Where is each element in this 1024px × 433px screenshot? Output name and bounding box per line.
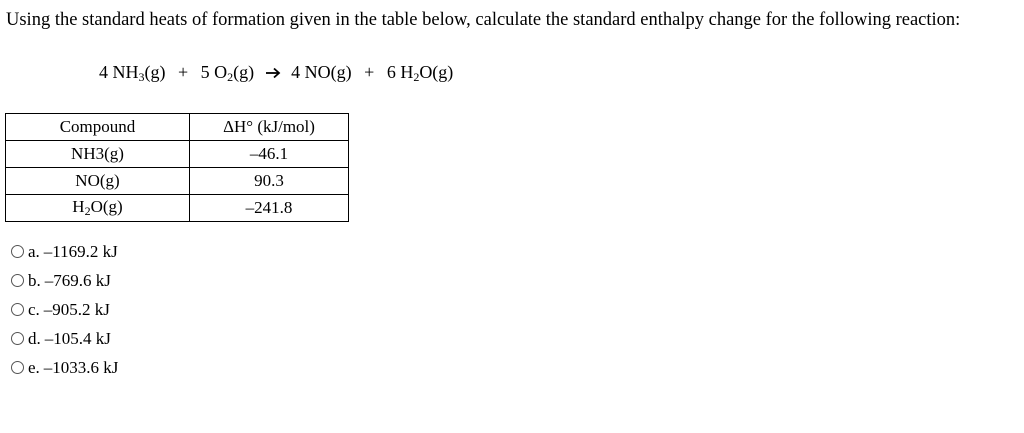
compound-cell: NH3(g): [6, 141, 190, 168]
product-1-coefficient: 4: [291, 62, 301, 82]
option-value: –1033.6 kJ: [43, 357, 119, 377]
option-a[interactable]: [11, 237, 118, 266]
option-letter: e.: [28, 357, 40, 377]
option-e[interactable]: [11, 353, 118, 382]
reactant-1-coefficient: 4: [99, 62, 108, 82]
option-value: –105.4 kJ: [44, 328, 111, 348]
reactant-2-subscript: 2: [227, 70, 234, 84]
table-row: [6, 168, 349, 195]
compound-cell: H2O(g): [6, 195, 190, 222]
reactant-2-formula: [214, 62, 254, 82]
option-letter: d.: [28, 328, 41, 348]
header-compound: Compound: [6, 114, 190, 141]
reactant-2-coefficient: 5: [200, 62, 210, 82]
enthalpy-cell: –241.8: [190, 195, 349, 222]
option-value: –1169.2 kJ: [43, 241, 118, 261]
option-d[interactable]: [11, 324, 118, 353]
product-2-formula: [400, 62, 453, 82]
heats-of-formation-table: [5, 113, 349, 222]
radio-circle-icon[interactable]: [11, 245, 24, 258]
reactant-1-formula: [113, 62, 166, 82]
product-2-rest: O(g): [419, 62, 454, 82]
product-1-formula: NO(g): [304, 62, 352, 82]
table-row: [6, 141, 349, 168]
reactant-2-state: (g): [233, 62, 255, 82]
right-arrow-icon: [265, 63, 281, 84]
reactant-1-state: (g): [144, 62, 166, 82]
option-value: –905.2 kJ: [43, 299, 110, 319]
enthalpy-cell: 90.3: [190, 168, 349, 195]
option-b[interactable]: [11, 266, 118, 295]
radio-circle-icon[interactable]: [11, 274, 24, 287]
table-header-row: [6, 114, 349, 141]
table-row: [6, 195, 349, 222]
header-enthalpy: ΔH° (kJ/mol): [190, 114, 349, 141]
reactant-2-element: O: [214, 62, 228, 82]
reaction-equation: [99, 62, 453, 85]
option-value: –769.6 kJ: [44, 270, 111, 290]
question-text: Using the standard heats of formation given in the table below, calculate the standard enthalpy change for the following reaction:: [6, 10, 961, 30]
reactant-1-element: NH: [112, 62, 139, 82]
radio-circle-icon[interactable]: [11, 303, 24, 316]
plus-sign: +: [364, 62, 375, 82]
enthalpy-cell: –46.1: [190, 141, 349, 168]
compound-cell: NO(g): [6, 168, 190, 195]
product-2-element: H: [400, 62, 414, 82]
reactant-1-subscript: 3: [138, 70, 145, 84]
option-letter: c.: [28, 299, 40, 319]
plus-sign: +: [178, 62, 189, 82]
option-c[interactable]: [11, 295, 118, 324]
option-letter: b.: [28, 270, 41, 290]
option-letter: a.: [28, 241, 40, 261]
product-2-subscript: 2: [413, 70, 420, 84]
radio-circle-icon[interactable]: [11, 361, 24, 374]
radio-circle-icon[interactable]: [11, 332, 24, 345]
answer-options: [11, 237, 118, 382]
product-2-coefficient: 6: [386, 62, 396, 82]
